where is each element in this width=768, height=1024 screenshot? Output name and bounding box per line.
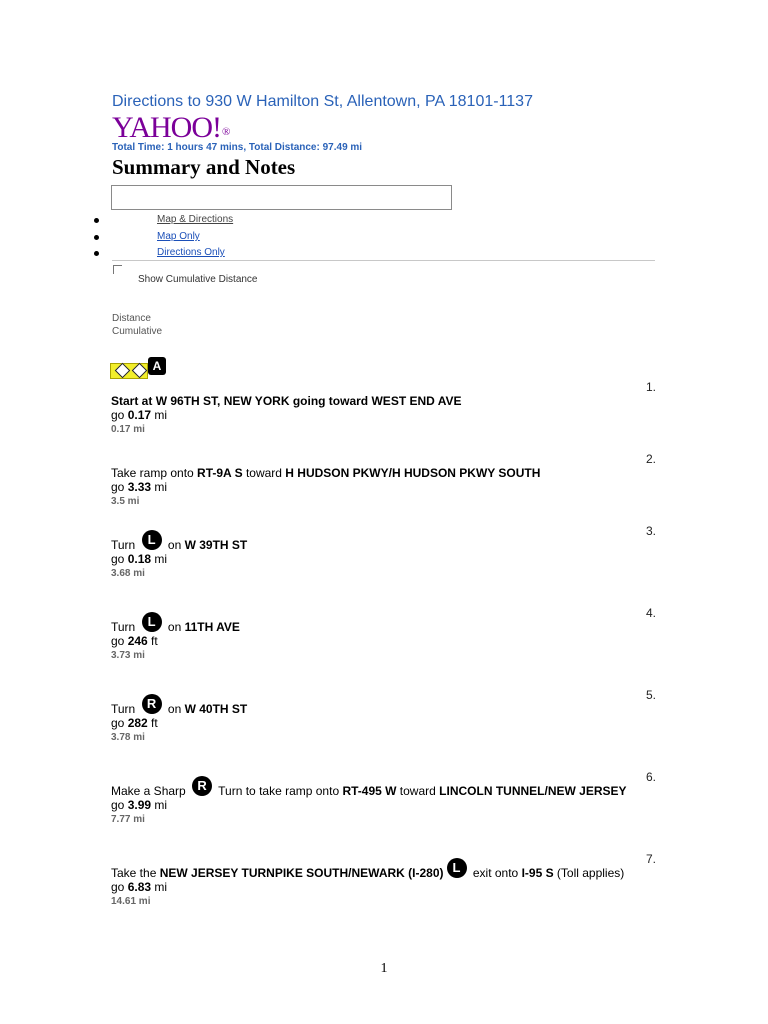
step-distance <box>111 480 167 494</box>
start-marker-a-icon: A <box>148 357 166 375</box>
page-title: Directions to 930 W Hamilton St, Allentown, PA 18101-1137 <box>112 93 533 110</box>
instruction-text: on <box>164 702 185 716</box>
step-cumulative-distance: 0.17 mi <box>111 424 145 435</box>
turn-left-icon: L <box>447 858 467 878</box>
step-instruction <box>111 778 627 800</box>
map-only-link[interactable]: Map Only <box>157 231 200 242</box>
turn-left-icon: L <box>142 530 162 550</box>
instruction-text: exit onto <box>469 866 522 880</box>
step-distance <box>111 716 158 730</box>
road-name: RT-9A S <box>197 466 243 480</box>
distance-column-label: Distance <box>112 313 151 324</box>
divider <box>112 260 655 261</box>
go-prefix: go <box>111 716 128 730</box>
step-cumulative-distance: 3.78 mi <box>111 732 145 743</box>
instruction-text: Turn to take ramp onto <box>215 784 343 798</box>
step-number: 3. <box>645 524 656 538</box>
instruction-text: Turn <box>111 620 139 634</box>
page-number: 1 <box>380 961 388 976</box>
step-distance <box>111 552 167 566</box>
road-name: I-95 S <box>521 866 554 880</box>
instruction-text: toward <box>396 784 440 798</box>
cumulative-distance-checkbox[interactable] <box>113 265 122 274</box>
step-cumulative-distance: 14.61 mi <box>111 896 151 907</box>
road-name: 11TH AVE <box>184 620 240 634</box>
turn-right-icon: R <box>142 694 162 714</box>
road-name: WEST END AVE <box>371 394 462 408</box>
road-name: LINCOLN TUNNEL/NEW JERSEY <box>439 784 627 798</box>
step-distance <box>111 798 167 812</box>
instruction-text: toward <box>242 466 286 480</box>
turn-left-icon: L <box>142 612 162 632</box>
logo-registered-mark: ® <box>222 126 230 138</box>
map-and-directions-link[interactable]: Map & Directions <box>157 214 234 225</box>
road-name: H HUDSON PKWY/H HUDSON PKWY SOUTH <box>285 466 541 480</box>
instruction-text: Turn <box>111 702 139 716</box>
step-cumulative-distance: 3.73 mi <box>111 650 145 661</box>
step-number: 2. <box>645 452 656 466</box>
go-value: 0.18 <box>127 552 152 566</box>
step-number: 7. <box>645 852 656 866</box>
step-distance <box>111 408 167 422</box>
go-unit: mi <box>151 408 168 422</box>
go-prefix: go <box>111 552 128 566</box>
step-number: 6. <box>645 770 656 784</box>
road-name: NEW JERSEY TURNPIKE SOUTH/NEWARK (I-280) <box>159 866 444 880</box>
step-number: 5. <box>645 688 656 702</box>
go-value: 246 <box>127 634 148 648</box>
directions-only-link[interactable]: Directions Only <box>157 247 225 258</box>
bullet-icon <box>94 218 99 223</box>
summary-heading: Summary and Notes <box>112 155 296 179</box>
turn-right-icon: R <box>192 776 212 796</box>
cumulative-column-label: Cumulative <box>112 326 163 337</box>
instruction-text: on <box>164 620 185 634</box>
go-value: 282 <box>127 716 148 730</box>
road-name: Start at <box>111 394 156 408</box>
go-unit: mi <box>151 880 168 894</box>
go-prefix: go <box>111 408 128 422</box>
cumulative-distance-label: Show Cumulative Distance <box>138 274 258 285</box>
road-name: W 96TH ST, NEW YORK <box>155 394 290 408</box>
go-prefix: go <box>111 634 128 648</box>
go-unit: mi <box>151 480 168 494</box>
road-name: RT-495 W <box>342 784 397 798</box>
go-unit: ft <box>147 716 158 730</box>
road-name: W 40TH ST <box>184 702 248 716</box>
step-distance <box>111 880 167 894</box>
go-prefix: go <box>111 480 128 494</box>
bullet-icon <box>94 251 99 256</box>
road-name: going toward <box>289 394 372 408</box>
step-number: 4. <box>645 606 656 620</box>
go-unit: mi <box>151 798 168 812</box>
notes-input[interactable] <box>111 185 452 210</box>
instruction-text: Turn <box>111 538 139 552</box>
instruction-text: Make a Sharp <box>111 784 190 798</box>
go-unit: ft <box>147 634 158 648</box>
step-instruction <box>111 464 540 482</box>
bullet-icon <box>94 235 99 240</box>
start-road-sign-icon <box>110 363 148 379</box>
go-prefix: go <box>111 880 128 894</box>
route-totals: Total Time: 1 hours 47 mins, Total Distance: 97.49 mi <box>112 142 363 153</box>
step-instruction <box>111 860 625 882</box>
instruction-text: Take ramp onto <box>111 466 198 480</box>
instruction-text: Take the <box>111 866 160 880</box>
instruction-text: (Toll applies) <box>553 866 625 880</box>
step-cumulative-distance: 7.77 mi <box>111 814 145 825</box>
go-value: 3.33 <box>127 480 152 494</box>
step-distance <box>111 634 158 648</box>
step-cumulative-distance: 3.68 mi <box>111 568 145 579</box>
step-number: 1. <box>645 380 656 394</box>
go-prefix: go <box>111 798 128 812</box>
road-name: W 39TH ST <box>184 538 248 552</box>
go-unit: mi <box>151 552 168 566</box>
step-cumulative-distance: 3.5 mi <box>111 496 140 507</box>
go-value: 3.99 <box>127 798 152 812</box>
logo-text: YAHOO! <box>112 111 221 144</box>
go-value: 6.83 <box>127 880 152 894</box>
instruction-text: on <box>164 538 185 552</box>
go-value: 0.17 <box>127 408 152 422</box>
